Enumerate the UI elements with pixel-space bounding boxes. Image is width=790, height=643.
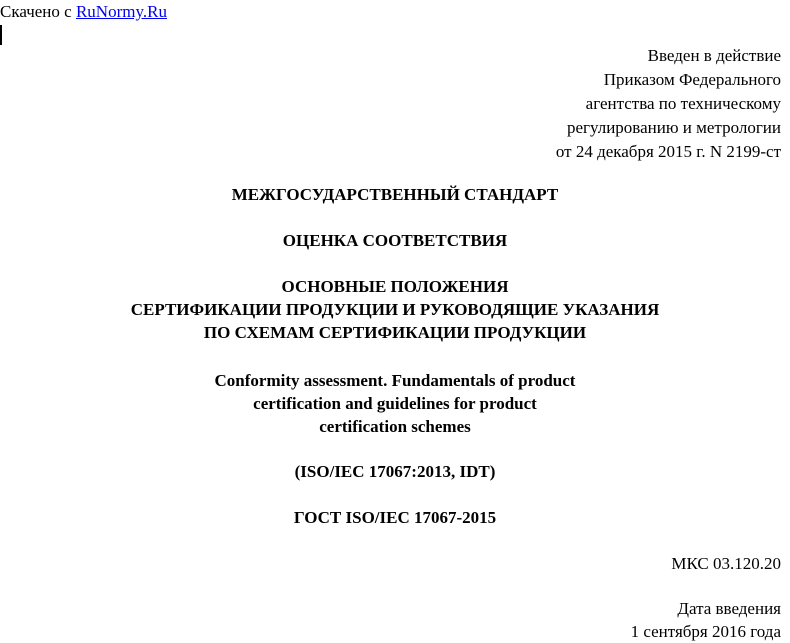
gost-designation: ГОСТ ISO/IEC 17067-2015	[293, 508, 497, 527]
main-title-line: ПО СХЕМАМ СЕРТИФИКАЦИИ ПРОДУКЦИИ	[203, 323, 587, 342]
enactment-line: от 24 декабря 2015 г. N 2199-ст	[555, 142, 781, 161]
download-source-line	[0, 2, 167, 22]
mks-code: МКС 03.120.20	[671, 554, 781, 573]
main-title-line: ОСНОВНЫЕ ПОЛОЖЕНИЯ	[281, 277, 509, 296]
introduction-date-value: 1 сентября 2016 года	[630, 622, 781, 641]
enactment-line: Приказом Федерального	[603, 70, 781, 89]
enactment-block	[556, 44, 781, 164]
english-title-line: certification schemes	[319, 417, 471, 436]
interstate-standard-heading: МЕЖГОСУДАРСТВЕННЫЙ СТАНДАРТ	[231, 185, 559, 204]
introduction-date-label: Дата введения	[677, 599, 781, 618]
enactment-line: Введен в действие	[647, 46, 781, 65]
conformity-heading: ОЦЕНКА СООТВЕТСТВИЯ	[282, 231, 508, 250]
runormy-link[interactable]: RuNormy.Ru	[75, 2, 167, 21]
introduction-date	[631, 597, 781, 643]
main-title-line: СЕРТИФИКАЦИИ ПРОДУКЦИИ И РУКОВОДЯЩИЕ УКАЗАНИЯ	[130, 300, 660, 319]
download-prefix: Скачено с	[0, 2, 76, 21]
english-title-line: certification and guidelines for product	[253, 394, 537, 413]
enactment-line: регулированию и метрологии	[566, 118, 781, 137]
main-title	[0, 275, 790, 344]
text-cursor	[0, 25, 2, 45]
english-title-line: Conformity assessment. Fundamentals of product	[214, 371, 576, 390]
english-title	[0, 369, 790, 438]
iso-reference: (ISO/IEC 17067:2013, IDT)	[294, 462, 496, 481]
enactment-line: агентства по техническому	[585, 94, 781, 113]
